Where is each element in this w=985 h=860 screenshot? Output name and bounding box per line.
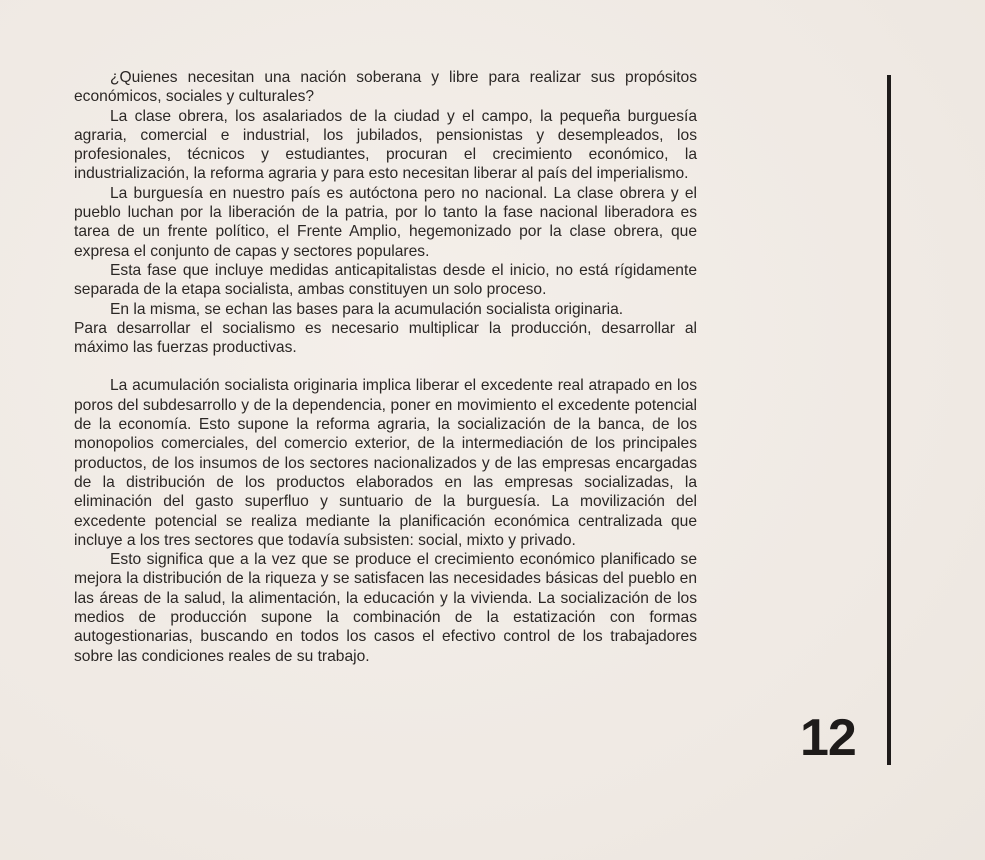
vertical-rule <box>887 75 891 765</box>
body-text <box>74 68 697 666</box>
paragraph: La acumulación socialista originaria implica liberar el excedente real atrapado en los poros del subdesarrollo y de la dependencia, poner en movimiento el excedente potencial de la economía. Esto supone la reforma agraria, la socialización de la banca, de los monopolios comerciales, del comercio exterior, de la intermediación de los principales productos, de los insumos de los sectores nacionalizados y de las empresas encargadas de la distribución de los productos elaborados en las empresas socializadas, la eliminación del gasto superfluo y suntuario de la burguesía. La movilización del excedente potencial se realiza mediante la planificación económica centralizada que incluye a los tres sectores que todavía subsisten: social, mixto y privado. <box>74 377 697 549</box>
paragraph: La clase obrera, los asalariados de la ciudad y el campo, la pequeña burguesía agraria, comercial e industrial, los jubilados, pensionistas y desempleados, los profesionales, técnicos y estudiantes, procuran el crecimiento económico, la industrialización, la reforma agraria y para esto necesitan liberar al país del imperialismo. <box>74 107 697 183</box>
paragraph: En la misma, se echan las bases para la acumulación socialista originaria. <box>110 300 624 318</box>
section-gap <box>74 357 697 376</box>
page-number: 12 <box>800 709 856 767</box>
paragraph: ¿Quienes necesitan una nación soberana y libre para realizar sus propósitos económicos, sociales y culturales? <box>74 69 697 106</box>
paragraph: Para desarrollar el socialismo es necesario multiplicar la producción, desarrollar al máximo las fuerzas productivas. <box>74 319 697 357</box>
paragraph: La burguesía en nuestro país es autóctona pero no nacional. La clase obrera y el pueblo luchan por la liberación de la patria, por lo tanto la fase nacional liberadora es tarea de un frente político, el Frente Amplio, hegemonizado por la clase obrera, que expresa el conjunto de capas y sectores populares. <box>74 184 697 260</box>
paragraph: Esto significa que a la vez que se produce el crecimiento económico planificado se mejora la distribución de la riqueza y se satisfacen las necesidades básicas del pueblo en las áreas de la salud, la alimentación, la educación y la vivienda. La socialización de los medios de producción supone la combinación de la estatización con formas autogestionarias, buscando en todos los casos el efectivo control de los trabajadores sobre las condiciones reales de su trabajo. <box>74 551 697 665</box>
paragraph: Esta fase que incluye medidas anticapitalistas desde el inicio, no está rígidamente separada de la etapa socialista, ambas constituyen un solo proceso. <box>74 261 697 299</box>
